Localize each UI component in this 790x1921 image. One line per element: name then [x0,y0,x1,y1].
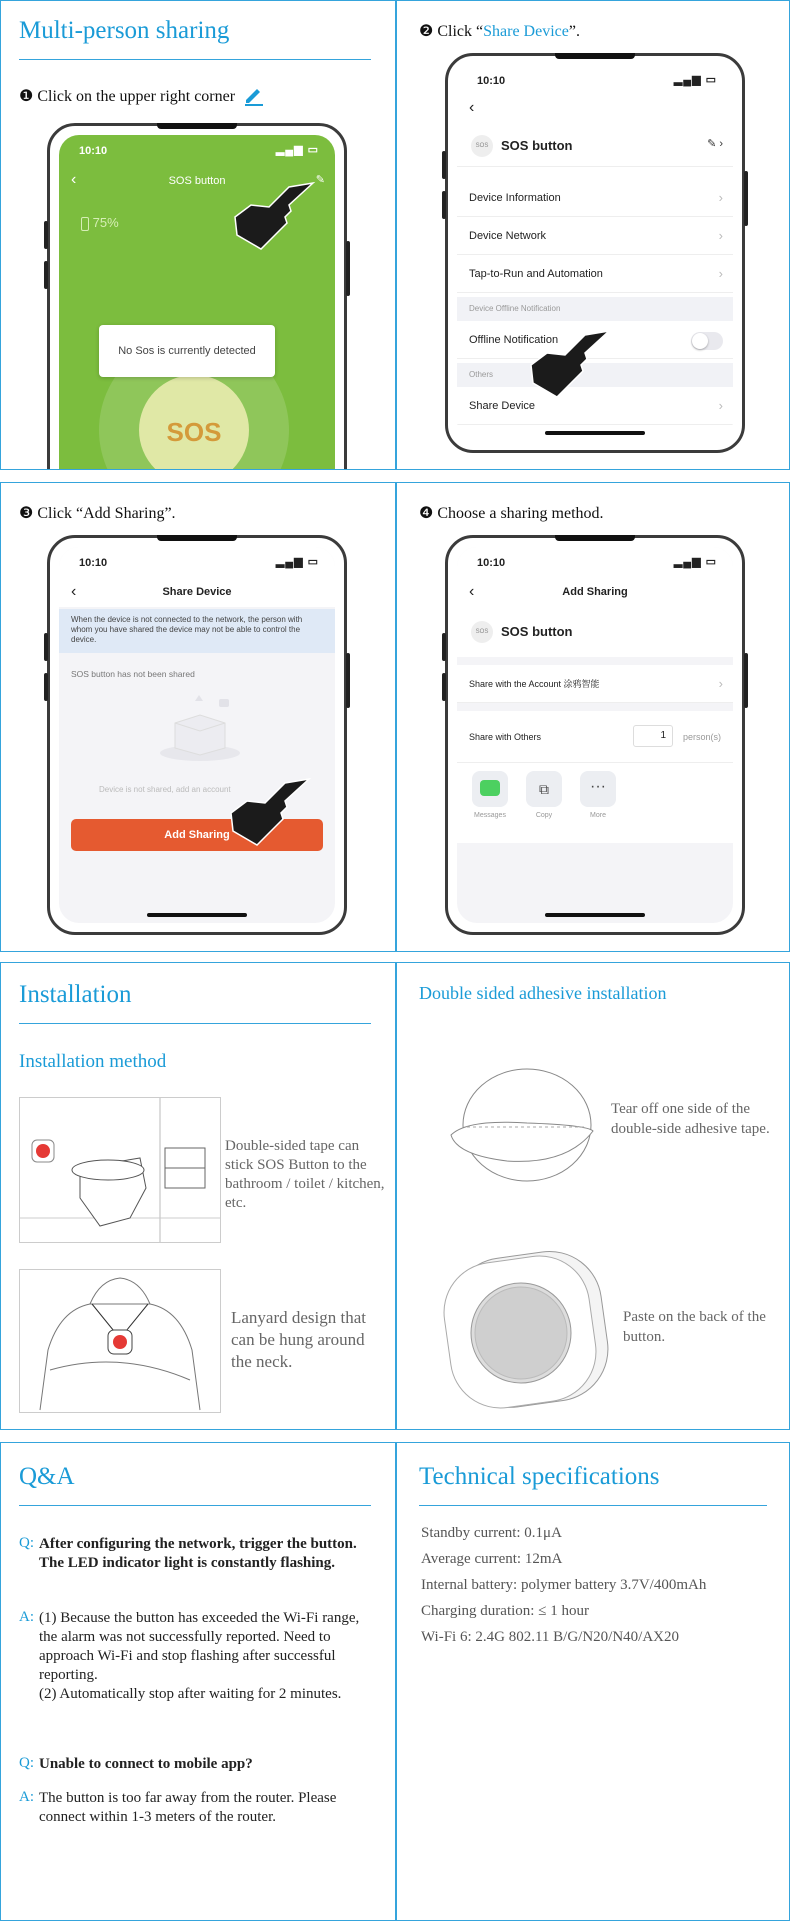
sharing-panel-right-2 [396,482,790,952]
more-icon: ··· [580,771,616,807]
offline-toggle[interactable] [691,332,723,350]
back-icon[interactable]: ‹ [71,583,77,600]
step-3-text: Click “Add Sharing”. [37,505,176,522]
section-title-sharing: Multi-person sharing [19,17,230,44]
phone-side-button [442,191,446,219]
row-label: Offline Notification [469,334,559,346]
hand-pointer-icon [227,773,313,852]
title-rule [419,1505,767,1506]
phone-4-screen [457,547,733,923]
notice-banner: When the device is not connected to the network, the person with whom you have shared the device may not be able to control the device. [59,609,335,653]
phone-side-button [44,633,48,661]
status-time: 10:10 [79,145,108,157]
device-name: SOS button [501,624,573,639]
answer-text: The button is too far away from the router. Please connect within 1-3 meters of the router. [39,1790,337,1825]
phone-mockup-3 [47,535,347,935]
a-label: A: [19,1609,34,1625]
sharing-panel-right [396,0,790,470]
qa-item-1-question [19,1535,379,1573]
step-2-prefix: Click “ [437,23,484,40]
row-share-with-others [457,711,733,763]
empty-box-icon [155,693,245,768]
adhesive-title: Double sided adhesive installation [419,983,667,1003]
battery-indicator [81,215,119,231]
phone-side-button [44,221,48,249]
sharing-panel-left-2 [0,482,396,952]
status-icons: ▂▄▆ ▭ [275,144,319,156]
row-tap-to-run[interactable] [457,255,733,293]
qa-panel [0,1442,396,1921]
status-toast [99,325,275,377]
q-label: Q: [19,1535,34,1551]
chevron-right-icon: › [718,228,723,243]
status-icons: ▂▄▆ ▭ [673,556,717,568]
qa-title: Q&A [19,1463,75,1490]
app-copy[interactable] [525,771,563,819]
row-label: Share with the Account 涂鸦智能 [469,679,600,689]
qa-item-1-answer [19,1609,379,1704]
phone-side-button [442,151,446,179]
phone-side-button [442,633,446,661]
status-bar [457,547,733,577]
app-more[interactable] [579,771,617,819]
sos-button-graphic[interactable] [139,375,249,470]
spec-item: Average current: 12mA [421,1551,563,1567]
device-name: SOS button [501,138,573,153]
phone-side-button [44,673,48,701]
step-2 [419,21,580,41]
section-others-header: Others [457,363,733,387]
person-count-input[interactable]: 1 [633,725,673,747]
adhesive-illustration [447,1065,597,1190]
step-2-suffix: ”. [568,23,580,40]
title-rule [19,59,371,60]
back-icon[interactable]: ‹ [71,171,77,188]
title-rule [19,1505,371,1506]
installation-panel-left [0,962,396,1430]
home-indicator [545,431,645,435]
screen-title: Share Device [162,586,232,598]
home-indicator [147,913,247,917]
device-avatar: SOS [471,621,493,643]
desc-double-sided: Double-sided tape can stick SOS Button to the bathroom / toilet / kitchen, etc. [225,1138,385,1211]
question-text: After configuring the network, trigger the button. The LED indicator light is constantly flashing. [39,1536,357,1571]
spec-item: Wi-Fi 6: 2.4G 802.11 B/G/N20/N40/AX20 [421,1629,680,1645]
a-label: A: [19,1789,34,1805]
edit-icon[interactable]: ✎ [315,174,325,186]
installation-panel-right [396,962,790,1430]
not-shared-text: SOS button has not been shared [71,669,195,679]
phone-mockup-1 [47,123,347,470]
status-time: 10:10 [477,557,506,569]
app-label: More [590,812,606,819]
status-icons: ▂▄▆ ▭ [275,556,319,568]
step-4 [419,503,604,523]
row-share-with-account[interactable] [457,665,733,703]
step-4-text: Choose a sharing method. [437,505,604,522]
title-rule [19,1023,371,1024]
status-toast-text: No Sos is currently detected [118,345,256,357]
step-1 [19,84,265,111]
spec-item: Charging duration: ≤ 1 hour [421,1603,589,1619]
step-3-marker: ❸ [19,505,34,522]
status-icons: ▂▄▆ ▭ [673,74,717,86]
phone-side-button [44,261,48,289]
phone-notch [555,535,635,541]
person-count-unit: person(s) [682,732,721,742]
phone-side-button [744,653,748,708]
status-bar [59,135,335,165]
lanyard-illustration [19,1269,221,1413]
edit-icon[interactable]: ✎ › [707,138,723,150]
phone-notch [157,535,237,541]
phone-mockup-4 [445,535,745,935]
step-2-marker: ❷ [419,23,434,40]
copy-icon: ⧉ [526,771,562,807]
row-label: Device Information [469,192,561,204]
hand-pointer-icon [231,177,317,256]
adhesive-step-2: Paste on the back of the button. [623,1309,766,1345]
button-back-illustration [441,1245,611,1420]
step-4-marker: ❹ [419,505,434,522]
share-apps [457,763,733,843]
chevron-right-icon: › [718,266,723,281]
phone-side-button [346,241,350,296]
adhesive-step-1: Tear off one side of the double-side adhesive tape. [611,1101,770,1137]
sos-label: SOS [166,417,222,447]
status-bar [59,547,335,577]
step-1-text: Click on the upper right corner [37,88,236,106]
toilet-illustration [19,1097,221,1243]
device-header[interactable] [457,127,733,167]
phone-side-button [442,673,446,701]
empty-state-text: Device is not shared, add an account [99,785,231,794]
specs-title: Technical specifications [419,1463,660,1490]
phone-side-button [346,653,350,708]
row-label: Share with Others [469,732,542,742]
home-indicator [545,913,645,917]
chevron-right-icon: › [718,676,723,691]
phone-side-button [744,171,748,226]
section-offline-header: Device Offline Notification [457,297,733,321]
answer-text: (1) Because the button has exceeded the Wi-Fi range, the alarm was not successfully reported. Need to approach Wi-Fi and stop flashing after successful reporting. [39,1610,360,1683]
nav-bar [457,577,733,607]
answer-text-2: (2) Automatically stop after waiting for 2 minutes. [39,1686,342,1702]
row-device-information[interactable] [457,179,733,217]
device-avatar: SOS [471,135,493,157]
step-2-link: Share Device [483,23,569,40]
spec-item: Internal battery: polymer battery 3.7V/400mAh [421,1577,707,1593]
specs-panel [396,1442,790,1921]
status-time: 10:10 [79,557,108,569]
desc-lanyard: Lanyard design that can be hung around the neck. [231,1308,367,1371]
app-label: Copy [535,812,553,819]
chevron-right-icon: › [718,190,723,205]
back-icon[interactable]: ‹ [469,99,475,116]
app-label: Messages [474,812,506,819]
row-label: Share Device [469,400,536,412]
phone-notch [157,123,237,129]
row-device-network[interactable] [457,217,733,255]
device-card [457,607,733,657]
battery-level: 75% [92,215,119,230]
screen-title: Add Sharing [562,586,628,598]
spec-item: Standby current: 0.1μA [421,1525,562,1541]
phone-3-screen [59,547,335,923]
row-label: Tap-to-Run and Automation [469,268,603,280]
step-1-marker: ❶ [19,88,34,106]
qa-item-2-question [19,1755,379,1774]
app-messages[interactable] [471,771,509,819]
battery-icon [81,217,89,231]
nav-bar [59,577,335,607]
add-sharing-label: Add Sharing [164,829,230,841]
phone-notch [555,53,635,59]
qa-item-2-answer [19,1789,379,1827]
installation-title: Installation [19,981,132,1008]
q-label: Q: [19,1755,34,1771]
step-3 [19,503,176,523]
device-title: SOS button [168,175,226,187]
chevron-right-icon: › [718,398,723,413]
status-time: 10:10 [477,75,506,87]
messages-icon [472,771,508,807]
status-bar [457,65,733,95]
pencil-icon [243,84,265,111]
back-icon[interactable]: ‹ [469,583,475,600]
sharing-panel-left [0,0,396,470]
question-text: Unable to connect to mobile app? [39,1756,253,1772]
installation-method-title: Installation method [19,1051,167,1072]
hand-pointer-icon [527,325,613,404]
row-label: Device Network [469,230,547,242]
